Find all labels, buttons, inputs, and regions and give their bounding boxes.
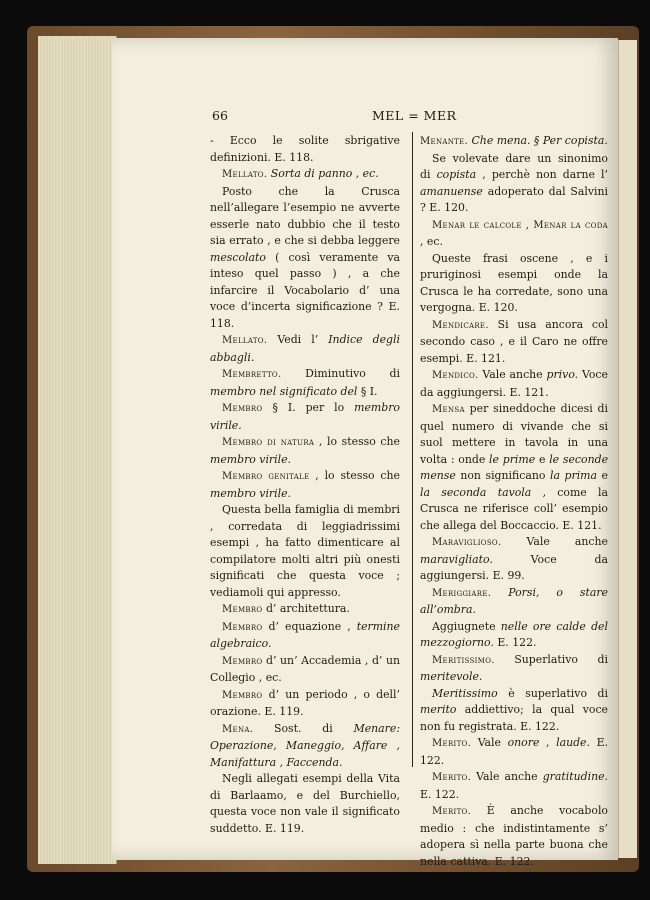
entry-text: Queste frasi oscene , e i pruriginosi esempi onde la Crusca le ha corredate, sono una vergogna. E. 120. (420, 251, 608, 314)
column-divider (412, 132, 413, 767)
entry-text: Negli allegati esempi della Vita di Barlaamo, e del Burchiello, questa voce non vale il significato suddetto. E. 119. (210, 772, 400, 835)
entry: Mellato. Sorta di panno , ec. (222, 167, 379, 180)
facing-page-edge (618, 40, 637, 858)
entry: Membro d’ architettura. (222, 602, 350, 615)
entry-text: Posto che la Crusca nell’allegare l’esempio ne avverte esserle nato dubbio che il testo sia errato , e che si debba leggere mescolato ( così veramente va inteso quel passo ) , a che infarcire il Vocabolario d’ una voce d’incerta significazione ? E. 118. (210, 184, 400, 330)
right-column (420, 133, 608, 870)
entry: Mendico. Vale anche privo. Voce da aggiungersi. E. 121. (420, 368, 608, 399)
entry-text: Questa bella famiglia di membri , corredata di leggiadrissimi esempi , ha fatto dimenticare al compilatore molti altri più onesti significati che questa voce ; vediamoli qui appresso. (210, 503, 400, 599)
page-edges (38, 36, 117, 864)
entry-text: Se volevate dare un sinonimo di copista , perchè non darne l’ amanuense adoperato dal Salvini ? E. 120. (420, 151, 608, 214)
entry: Mendicare. Si usa ancora col secondo caso , e il Caro ne offre esempi. E. 121. (420, 317, 608, 365)
entry: Merito. Vale onore , laude. E. 122. (420, 736, 608, 767)
entry: Membretto. Diminutivo di membro nel significato del § I. (210, 367, 400, 398)
entry: Meriggiare. Porsi, o stare all’ombra. (420, 585, 608, 616)
entry-text: - Ecco le solite sbrigative definizioni. E. 118. (210, 134, 400, 164)
entry: Merito. È anche vocabolo medio : che indistintamente s’ adopera sì nella parte buona che nella cattiva. E. 122. (420, 804, 608, 868)
entry-text: Aggiugnete nelle ore calde del mezzogiorno. E. 122. (420, 619, 608, 649)
entry: Menar le calcole , Menar la coda , ec. (420, 219, 608, 248)
entry: Menante. Che mena. § Per copista. (420, 134, 608, 147)
entry: Merito. Vale anche gratitudine. E. 122. (420, 770, 608, 801)
entry: Membro d’ equazione , termine algebraico. (210, 619, 400, 650)
entry: Membro d’ un periodo , o dell’ orazione. E. 119. (210, 687, 400, 718)
page (112, 38, 618, 868)
entry: Mensa per sineddoche dicesi di quel numero di vivande che si suol mettere in tavola in una volta : onde le prime e le seconde mense non significano la prima e la seconda tavola , come la Crusca ne riferisce coll’ esempio che allega del Boccaccio. E. 121. (420, 402, 609, 532)
entry: Mellato. Vedi l’ Indice degli abbagli. (210, 333, 400, 364)
entry: Meritissimo. Superlativo di meritevole. (420, 652, 608, 683)
entry: Membro genitale , lo stesso che membro virile. (210, 469, 400, 500)
entry: Mena. Sost. di Menare: Operazione, Maneggio, Affare , Manifattura , Faccenda. (210, 721, 400, 769)
running-head: MEL = MER (372, 108, 457, 123)
entry: Membro d’ un’ Accademia , d’ un Collegio , ec. (210, 653, 400, 684)
left-column (210, 133, 400, 837)
entry: Membro § I. per lo membro virile. (210, 401, 400, 432)
page-number: 66 (212, 108, 228, 123)
entry-text: Meritissimo è superlativo di merito addiettivo; la qual voce non fu registrata. E. 122. (420, 686, 608, 733)
entry: Maraviglioso. Vale anche maravigliato. Voce da aggiungersi. E. 99. (420, 535, 608, 582)
entry: Membro di natura , lo stesso che membro virile. (210, 435, 400, 466)
